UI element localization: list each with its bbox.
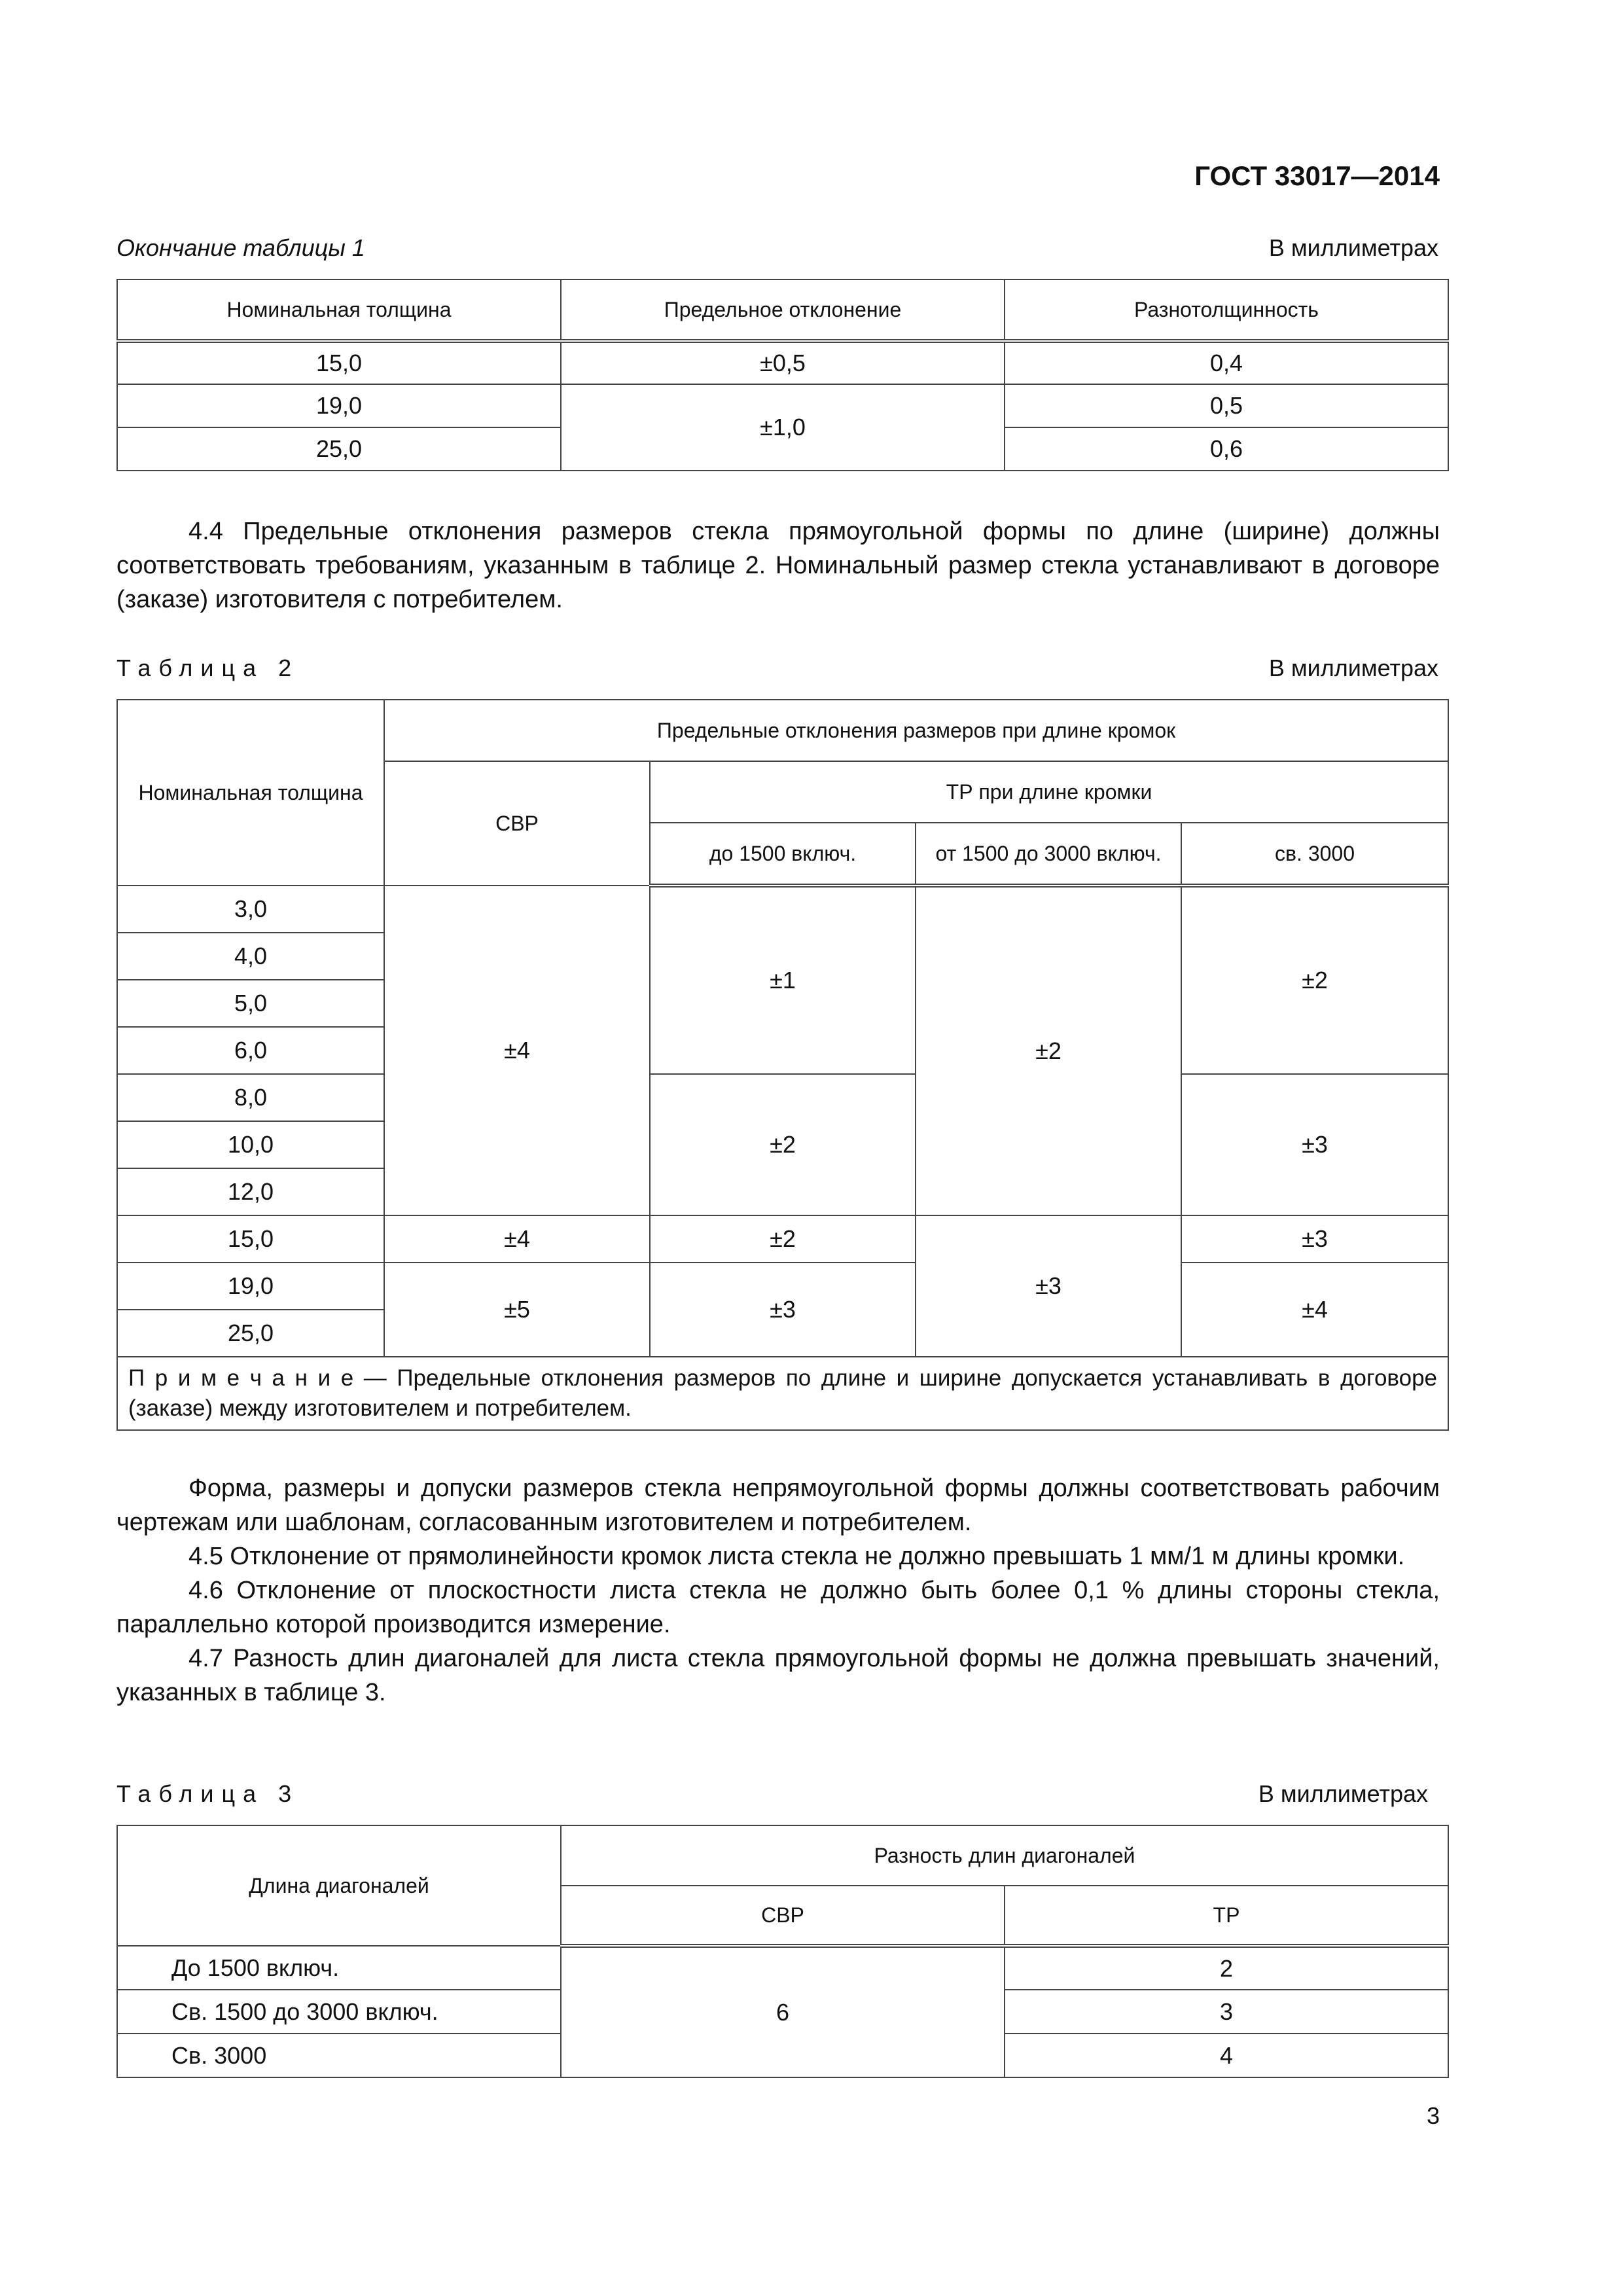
table2-cell-tr-1500-3000: ±3 [916, 1215, 1181, 1357]
table3-cell-tr: 4 [1005, 2034, 1448, 2077]
table2-cell-thickness: 8,0 [117, 1074, 384, 1121]
table1-header-thickness: Номинальная толщина [117, 279, 561, 341]
paragraph-text: 4.4 Предельные отклонения размеров стекла прямоугольной формы по длине (ширине) должны соответствовать требованиям, указанным в таблице 2. Номинальный размер стекла устанавливают в договоре (заказе) изготовителя с потребителем. [116, 518, 1440, 613]
table3-cell-length: Св. 3000 [117, 2034, 561, 2077]
paragraph-4-4 [116, 514, 1440, 617]
table2-cell-svr: ±4 [384, 1215, 650, 1263]
paragraph-shape: Форма, размеры и допуски размеров стекла непрямоугольной формы должны соответствовать рабочим чертежам или шаблонам, согласованным изготовителем и потребителем. [116, 1475, 1440, 1536]
table2-cell-tr-1500: ±2 [650, 1074, 916, 1215]
table3-header-diff: Разность длин диагоналей [561, 1825, 1448, 1886]
table2-cell-tr-3000: ±3 [1181, 1215, 1448, 1263]
table2 [116, 699, 1449, 1431]
table2-cell-thickness: 10,0 [117, 1121, 384, 1168]
table1-header-variance: Разнотолщинность [1005, 279, 1448, 341]
table3-header-length: Длина диагоналей [117, 1825, 561, 1946]
table3-header-tr: ТР [1005, 1886, 1448, 1946]
paragraph-4-5: 4.5 Отклонение от прямолинейности кромок листа стекла не должно превышать 1 мм/1 м длины кромки. [188, 1543, 1405, 1570]
table2-cell-thickness: 5,0 [117, 980, 384, 1027]
table2-header-over-3000: св. 3000 [1181, 823, 1448, 886]
table2-header-1500-3000: от 1500 до 3000 включ. [916, 823, 1181, 886]
table-row [117, 1263, 1448, 1310]
table2-cell-thickness: 3,0 [117, 886, 384, 933]
table3 [116, 1825, 1449, 2078]
table-row [117, 1215, 1448, 1263]
table1-cell-thickness: 19,0 [117, 384, 561, 427]
table2-cell-thickness: 6,0 [117, 1027, 384, 1074]
table3-cell-tr: 2 [1005, 1946, 1448, 1990]
table1-header-deviation: Предельное отклонение [561, 279, 1005, 341]
table3-cell-length: До 1500 включ. [117, 1946, 561, 1990]
table1-cell-variance: 0,6 [1005, 427, 1448, 471]
table-row [117, 1074, 1448, 1121]
table1-caption: Окончание таблицы 1 [116, 234, 365, 261]
table1 [116, 279, 1449, 471]
table2-cell-tr-1500-3000: ±2 [916, 886, 1181, 1215]
table-row [117, 1946, 1448, 1990]
table2-header-tr: ТР при длине кромки [650, 761, 1448, 823]
table2-cell-thickness: 15,0 [117, 1215, 384, 1263]
table3-caption: Таблица 3 [116, 1780, 300, 1807]
table2-cell-tr-1500: ±3 [650, 1263, 916, 1357]
table2-cell-svr: ±5 [384, 1263, 650, 1357]
table2-cell-tr-3000: ±2 [1181, 886, 1448, 1074]
table2-header-limits: Предельные отклонения размеров при длине кромок [384, 700, 1448, 761]
table3-units: В миллиметрах [1258, 1780, 1428, 1807]
body-paragraphs [116, 1471, 1440, 1710]
table3-header-svr: СВР [561, 1886, 1005, 1946]
table2-cell-svr: ±4 [384, 886, 650, 1215]
table2-header-up-to-1500: до 1500 включ. [650, 823, 916, 886]
table-row [117, 886, 1448, 933]
table1-cell-deviation: ±1,0 [561, 384, 1005, 471]
table1-cell-deviation: ±0,5 [561, 341, 1005, 384]
table3-cell-svr: 6 [561, 1946, 1005, 2077]
table3-cell-tr: 3 [1005, 1990, 1448, 2034]
table1-units: В миллиметрах [1268, 234, 1438, 261]
table2-cell-tr-3000: ±4 [1181, 1263, 1448, 1357]
table2-cell-thickness: 19,0 [117, 1263, 384, 1310]
paragraph-4-7: 4.7 Разность длин диагоналей для листа стекла прямоугольной формы не должна превышать значений, указанных в таблице 3. [116, 1645, 1440, 1706]
table2-cell-thickness: 25,0 [117, 1310, 384, 1357]
document-header: ГОСТ 33017—2014 [1194, 160, 1440, 191]
paragraph-4-6: 4.6 Отклонение от плоскостности листа стекла не должно быть более 0,1 % длины стороны стекла, параллельно которой производится измерение. [116, 1577, 1440, 1638]
table2-header-thickness: Номинальная толщина [117, 700, 384, 886]
table2-cell-thickness: 12,0 [117, 1168, 384, 1215]
table2-units: В миллиметрах [1268, 655, 1438, 681]
table2-header-svr: СВР [384, 761, 650, 886]
table1-cell-variance: 0,4 [1005, 341, 1448, 384]
table-row [117, 384, 1448, 427]
table1-cell-variance: 0,5 [1005, 384, 1448, 427]
table2-caption: Таблица 2 [116, 655, 300, 681]
table1-cell-thickness: 15,0 [117, 341, 561, 384]
table2-cell-tr-1500: ±2 [650, 1215, 916, 1263]
table1-cell-thickness: 25,0 [117, 427, 561, 471]
table-row [117, 341, 1448, 384]
table2-cell-tr-1500: ±1 [650, 886, 916, 1074]
table2-note: П р и м е ч а н и е — Предельные отклонения размеров по длине и ширине допускается устанавливать в договоре (заказе) между изготовителем и потребителем. [117, 1357, 1448, 1430]
table2-cell-tr-3000: ±3 [1181, 1074, 1448, 1215]
table2-cell-thickness: 4,0 [117, 933, 384, 980]
page-number: 3 [1426, 2102, 1440, 2129]
table3-cell-length: Св. 1500 до 3000 включ. [117, 1990, 561, 2034]
